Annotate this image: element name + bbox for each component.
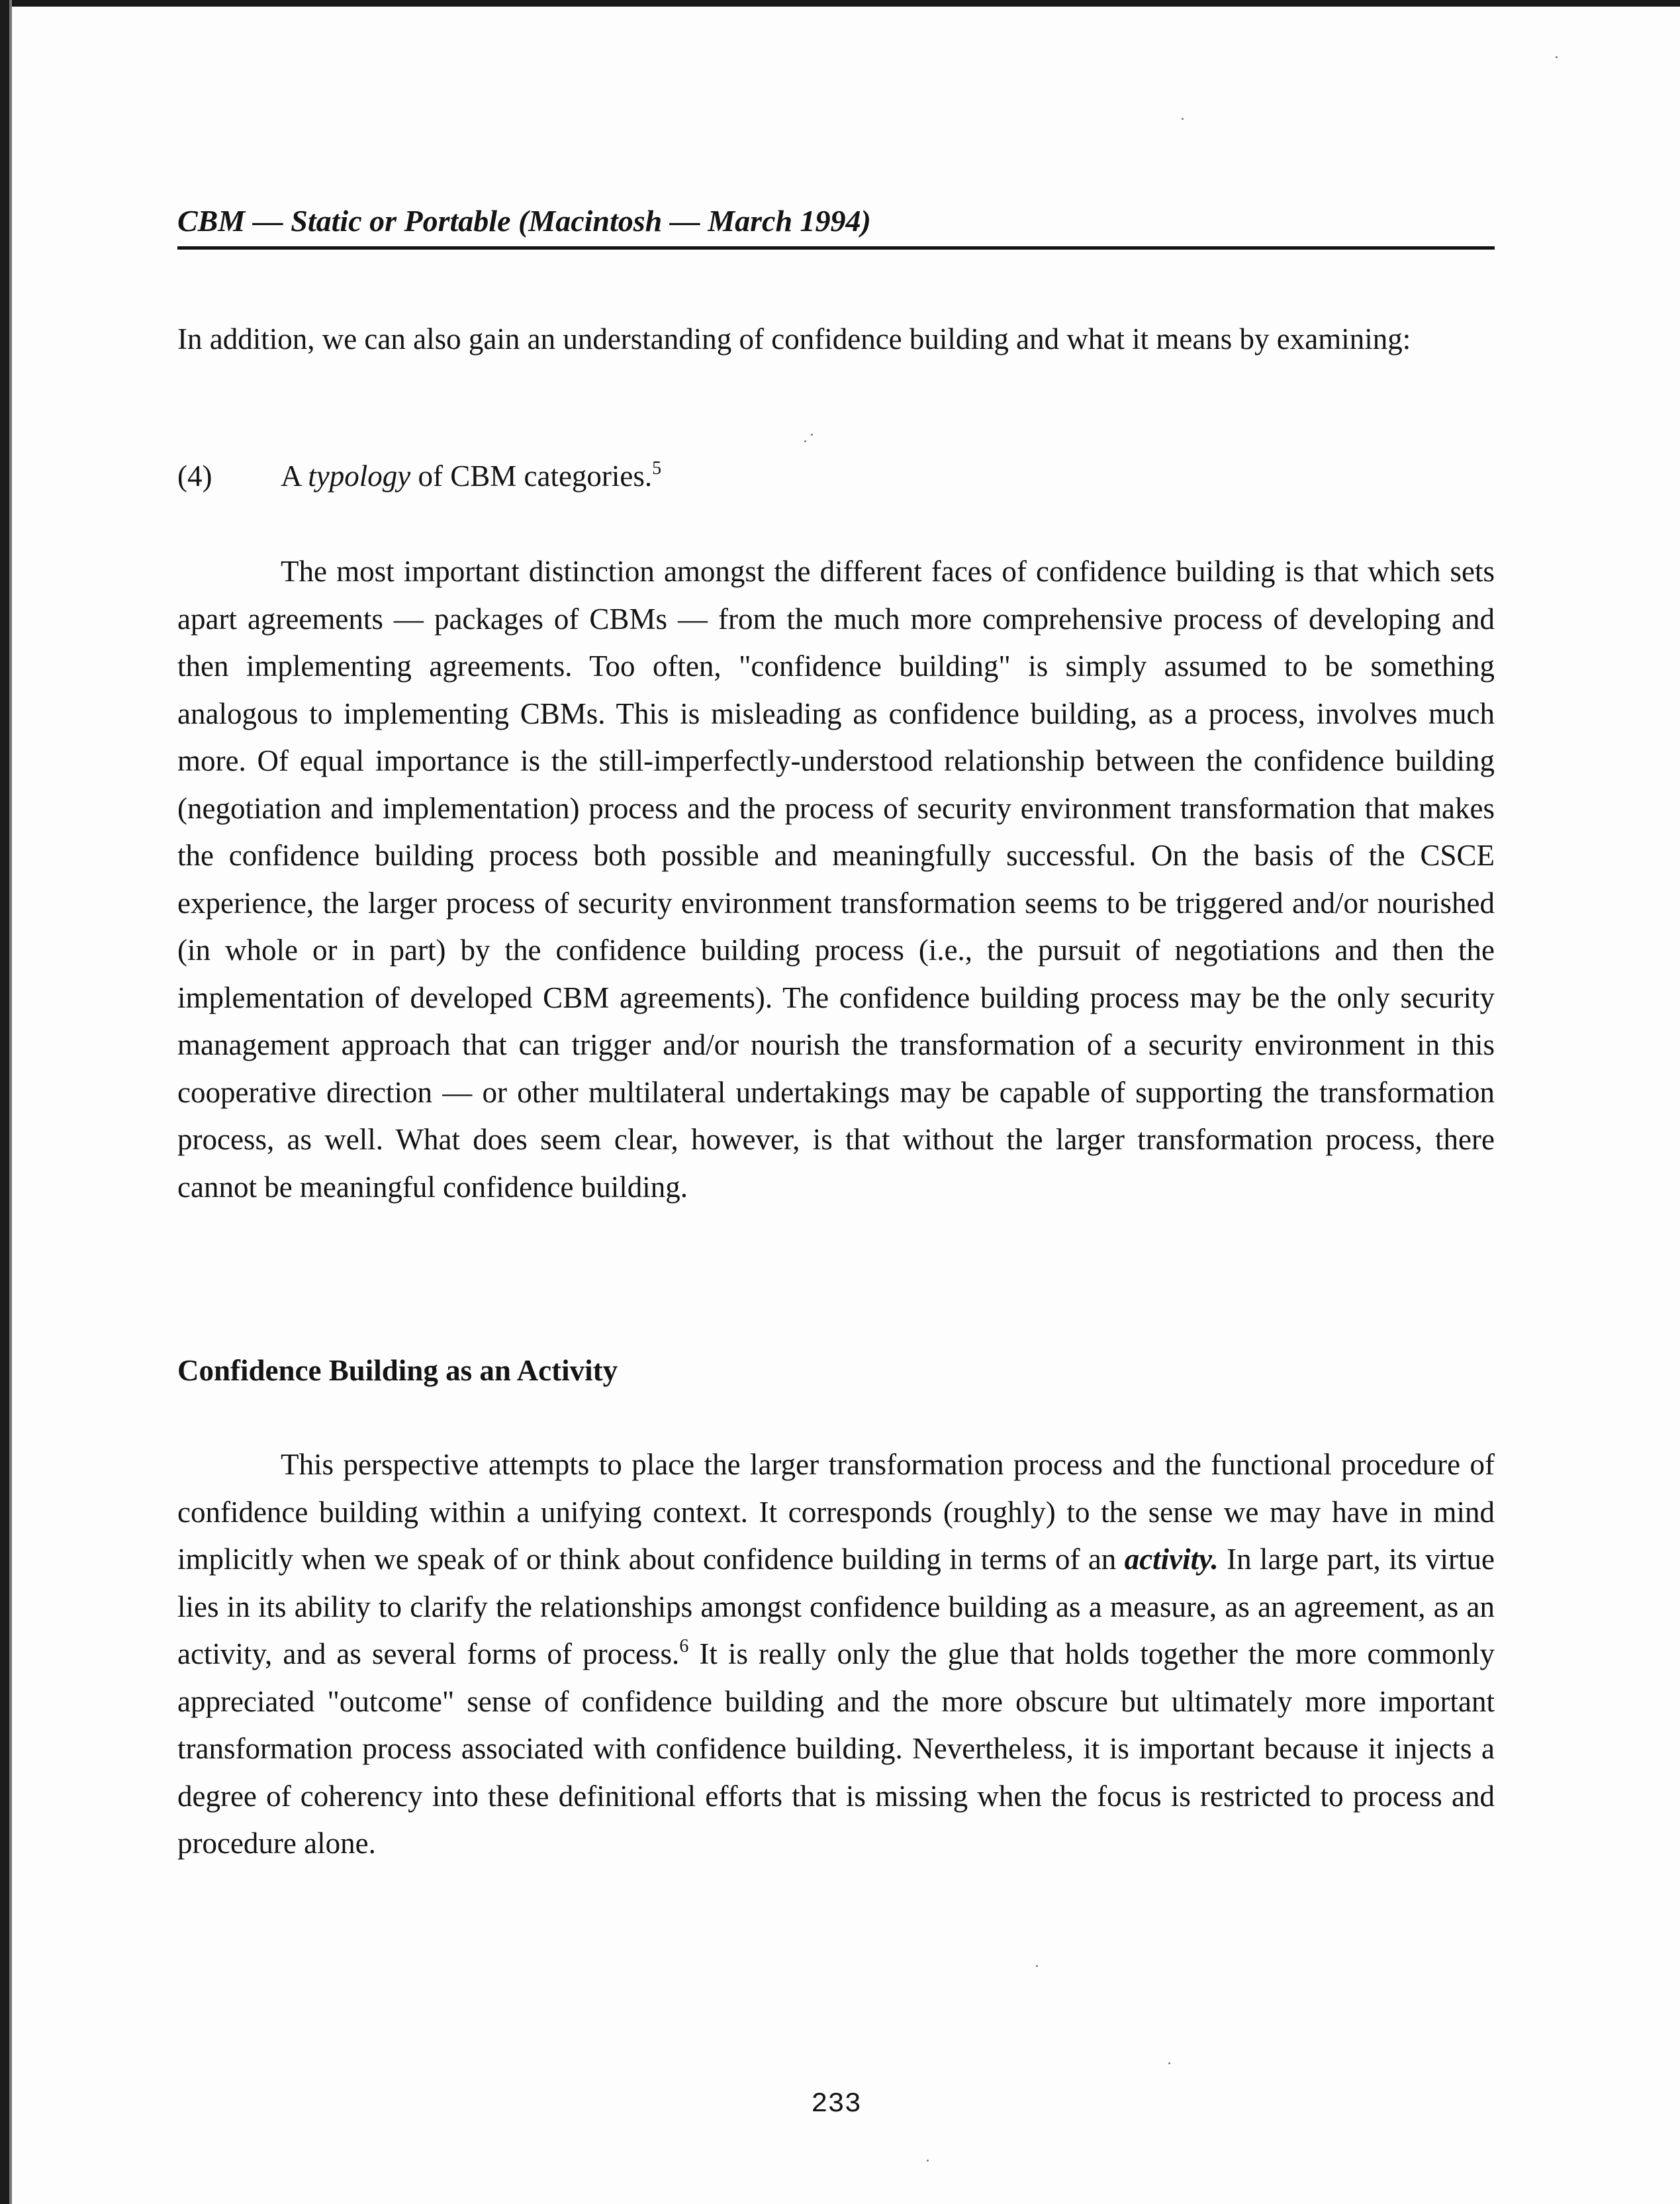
scan-edge-left xyxy=(0,0,9,2204)
scan-speck xyxy=(1556,56,1558,58)
page-number: 233 xyxy=(811,2088,861,2120)
list-item-lead: A xyxy=(281,459,308,493)
emphasis-activity: activity. xyxy=(1124,1543,1219,1576)
scan-speck xyxy=(1036,1965,1038,1967)
list-item-number: (4) xyxy=(177,459,212,493)
paragraph-text: It is really only the glue that holds together the more commonly appreciated "outcome" sense of confidence building and the more obscure but ultimately more important transformation process associated with confidence building. Nevertheless, it is important because it injects a degree of coherency into these definitional efforts that is missing when the focus is restricted to process and procedure alone. xyxy=(177,1637,1495,1860)
section-heading: Confidence Building as an Activity xyxy=(177,1354,618,1387)
scan-speck xyxy=(1182,118,1184,120)
scan-speck xyxy=(811,434,813,436)
footnote-marker-5: 5 xyxy=(652,458,662,479)
list-item-text: of CBM categories. xyxy=(410,459,653,493)
body-paragraph-distinction: The most important distinction amongst the different faces of confidence building is that which sets apart agreements — packages of CBMs — from the much more comprehensive process of developing and then implementing agreements. Too often, "confidence building" is simply assumed to be something analogous to implementing CBMs. This is misleading as confidence building, as a process, involves much more. Of equal importance is the still-imperfectly-understood relationship between the confidence building (negotiation and implementation) process and the process of security environment transformation that makes the confidence building process both possible and meaningfully successful. On the basis of the CSCE experience, the larger process of security environment transformation seems to be triggered and/or nourished (in whole or in part) by the confidence building process (i.e., the pursuit of negotiations and then the implementation of developed CBM agreements). The confidence building process may be the only security management approach that can trigger and/or nourish the transformation of a security environment in this cooperative direction — or other multilateral undertakings may be capable of supporting the transformation process, as well. What does seem clear, however, is that without the larger transformation process, there cannot be meaningful confidence building. xyxy=(177,555,1495,1204)
scan-speck xyxy=(927,2160,929,2162)
body-paragraph-activity xyxy=(177,1441,1495,1868)
paragraph-text: This perspective attempts to place the larger transformation process and the functional procedure of confidence building within a unifying context. It corresponds (roughly) to the sense we may have in mind implicitly when we speak of or think about confidence building in terms of an xyxy=(177,1448,1495,1576)
scan-edge-left-shadow xyxy=(9,0,12,2204)
paragraph-text: In large part, its virtue lies in its ability to clarify the relationships amongst confidence building as a measure, as an agreement, as an activity, and as several forms of process. xyxy=(177,1543,1495,1670)
scan-edge-top xyxy=(0,0,1680,7)
footnote-marker-6: 6 xyxy=(679,1636,689,1656)
typology-list-item xyxy=(177,453,1495,501)
intro-paragraph: In addition, we can also gain an understanding of confidence building and what it means by examining: xyxy=(177,322,1411,356)
scan-speck xyxy=(1168,2062,1170,2064)
scan-speck xyxy=(804,440,806,442)
running-header: CBM — Static or Portable (Macintosh — March 1994) xyxy=(177,204,871,238)
emphasis-typology: typology xyxy=(308,459,411,493)
header-rule xyxy=(177,246,1495,250)
